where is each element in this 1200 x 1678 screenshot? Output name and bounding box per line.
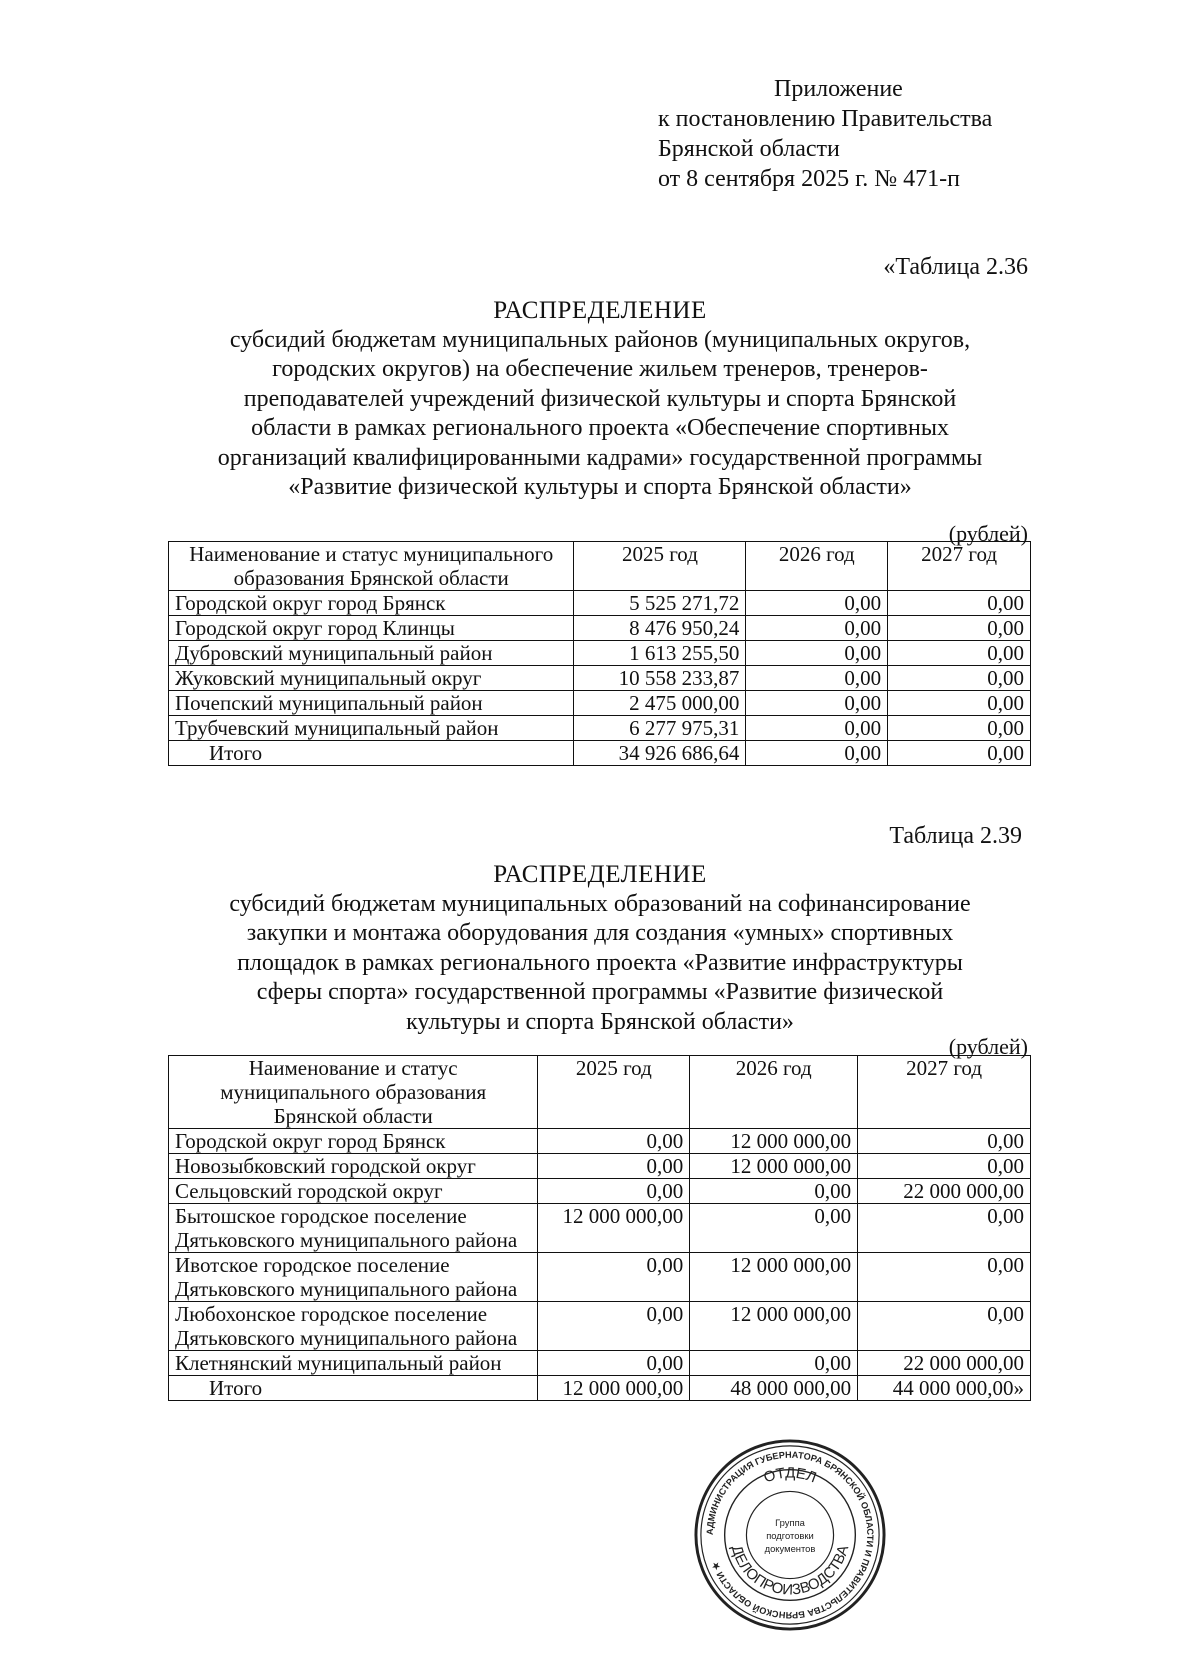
table-heading — [160, 860, 1040, 1037]
table-row — [169, 1204, 1031, 1253]
cell-2027: 0,00 — [888, 591, 1031, 616]
cell-2026: 0,00 — [746, 641, 888, 666]
cell-name: Трубчевский муниципальный район — [169, 716, 574, 741]
cell-name: Городской округ город Клинцы — [169, 616, 574, 641]
cell-2027: 0,00 — [858, 1154, 1031, 1179]
cell-2026: 0,00 — [690, 1204, 858, 1253]
table-row — [169, 716, 1031, 741]
cell-2025: 10 558 233,87 — [574, 666, 746, 691]
table-row — [169, 1154, 1031, 1179]
cell-name: Итого — [169, 1376, 538, 1401]
table-header-row — [169, 1056, 1031, 1129]
stamp-inner-bottom: ДЕЛОПРОИЗВОДСТВА — [727, 1543, 853, 1599]
cell-name: Дубровский муниципальный район — [169, 641, 574, 666]
heading-line: сферы спорта» государственной программы «Развитие физической — [256, 979, 944, 1005]
cell-2026: 0,00 — [746, 616, 888, 641]
cell-name: Сельцовский городской округ — [169, 1179, 538, 1204]
cell-2027: 0,00 — [888, 666, 1031, 691]
cell-2027: 0,00 — [888, 616, 1031, 641]
table-row — [169, 666, 1031, 691]
cell-2025: 0,00 — [538, 1179, 690, 1204]
cell-2025: 0,00 — [538, 1351, 690, 1376]
table-row — [169, 1351, 1031, 1376]
cell-2027: 0,00 — [858, 1302, 1031, 1351]
cell-2026: 0,00 — [746, 666, 888, 691]
appendix-line: Приложение — [774, 76, 903, 102]
stamp-center-line: Группа — [775, 1517, 805, 1529]
subsidy-table-2-39 — [168, 1055, 1031, 1401]
units-label: (рублей) — [948, 521, 1028, 546]
cell-2025: 5 525 271,72 — [574, 591, 746, 616]
heading-line: субсидий бюджетам муниципальных районов (муниципальных округов, — [229, 326, 971, 353]
cell-2027: 0,00 — [858, 1253, 1031, 1302]
heading-title: РАСПРЕДЕЛЕНИЕ — [493, 861, 707, 888]
cell-2025: 0,00 — [538, 1154, 690, 1179]
cell-name: Жуковский муниципальный округ — [169, 666, 574, 691]
appendix-header — [658, 74, 992, 194]
heading-line: области в рамках регионального проекта «Обеспечение спортивных — [251, 415, 949, 441]
table-row — [169, 1179, 1031, 1204]
cell-2025: 8 476 950,24 — [574, 616, 746, 641]
table-total-row — [169, 1376, 1031, 1401]
cell-2026: 0,00 — [746, 591, 888, 616]
column-header: Наименование и статус муниципального образования Брянской области — [169, 542, 574, 591]
appendix-line: от 8 сентября 2025 г. № 471-п — [658, 166, 960, 192]
cell-2027: 0,00 — [888, 691, 1031, 716]
cell-2025: 0,00 — [538, 1129, 690, 1154]
cell-2027: 44 000 000,00» — [858, 1376, 1031, 1401]
cell-name: Ивотское городское поселение Дятьковского муниципального района — [169, 1253, 538, 1302]
units-label: (рублей) — [948, 1034, 1028, 1059]
table-row — [169, 591, 1031, 616]
cell-2026: 0,00 — [690, 1179, 858, 1204]
cell-2026: 48 000 000,00 — [690, 1376, 858, 1401]
table-label: Таблица 2.39 — [889, 823, 1022, 849]
table-heading — [160, 296, 1040, 503]
cell-2025: 1 613 255,50 — [574, 641, 746, 666]
cell-2027: 22 000 000,00 — [858, 1351, 1031, 1376]
column-header: 2027 год — [858, 1056, 1031, 1129]
cell-2025: 6 277 975,31 — [574, 716, 746, 741]
cell-2026: 0,00 — [690, 1351, 858, 1376]
cell-2027: 0,00 — [858, 1204, 1031, 1253]
official-stamp — [691, 1436, 889, 1634]
heading-line: культуры и спорта Брянской области» — [406, 1008, 794, 1035]
cell-2027: 0,00 — [888, 716, 1031, 741]
cell-2027: 0,00 — [888, 641, 1031, 666]
cell-2025: 34 926 686,64 — [574, 741, 746, 766]
table-row — [169, 616, 1031, 641]
cell-name: Городской округ город Брянск — [169, 1129, 538, 1154]
cell-2026: 0,00 — [746, 741, 888, 766]
stamp-ring-text: АДМИНИСТРАЦИЯ ГУБЕРНАТОРА БРЯНСКОЙ ОБЛАСТИ И ПРАВИТЕЛЬСТВА БРЯНСКОЙ ОБЛАСТИ ★ — [704, 1449, 876, 1621]
table-row — [169, 641, 1031, 666]
heading-line: закупки и монтажа оборудования для создания «умных» спортивных — [246, 920, 954, 946]
cell-name: Клетнянский муниципальный район — [169, 1351, 538, 1376]
cell-2026: 0,00 — [746, 716, 888, 741]
table-label: «Таблица 2.36 — [883, 254, 1028, 280]
stamp-center-line: подготовки — [766, 1529, 814, 1541]
cell-2026: 12 000 000,00 — [690, 1129, 858, 1154]
table-header-row — [169, 542, 1031, 591]
table-row — [169, 1253, 1031, 1302]
cell-2027: 0,00 — [858, 1129, 1031, 1154]
appendix-line: к постановлению Правительства — [658, 106, 993, 132]
heading-line: преподавателей учреждений физической культуры и спорта Брянской — [243, 385, 957, 412]
column-header: 2025 год — [538, 1056, 690, 1129]
cell-name: Городской округ город Брянск — [169, 591, 574, 616]
table-row — [169, 1129, 1031, 1154]
cell-2025: 0,00 — [538, 1302, 690, 1351]
table-row — [169, 1302, 1031, 1351]
cell-name: Итого — [169, 741, 574, 766]
cell-2025: 0,00 — [538, 1253, 690, 1302]
heading-line: субсидий бюджетам муниципальных образований на софинансирование — [229, 890, 971, 917]
cell-name: Любохонское городское поселение Дятьковского муниципального района — [169, 1302, 538, 1351]
column-header: Наименование и статус муниципального образования Брянской области — [169, 1056, 538, 1129]
table-total-row — [169, 741, 1031, 766]
table-row — [169, 691, 1031, 716]
cell-2026: 12 000 000,00 — [690, 1253, 858, 1302]
column-header: 2025 год — [574, 542, 746, 591]
heading-line: городских округов) на обеспечение жильем тренеров, тренеров- — [272, 356, 928, 382]
cell-2025: 2 475 000,00 — [574, 691, 746, 716]
cell-2026: 12 000 000,00 — [690, 1154, 858, 1179]
stamp-center-line: документов — [764, 1542, 816, 1554]
cell-name: Новозыбковский городской округ — [169, 1154, 538, 1179]
cell-2026: 0,00 — [746, 691, 888, 716]
heading-line: площадок в рамках регионального проекта «Развитие инфраструктуры — [237, 949, 963, 976]
cell-2025: 12 000 000,00 — [538, 1204, 690, 1253]
appendix-line: Брянской области — [658, 136, 840, 162]
cell-2027: 0,00 — [888, 741, 1031, 766]
cell-2025: 12 000 000,00 — [538, 1376, 690, 1401]
cell-2027: 22 000 000,00 — [858, 1179, 1031, 1204]
column-header: 2027 год — [888, 542, 1031, 591]
column-header: 2026 год — [690, 1056, 858, 1129]
subsidy-table-2-36 — [168, 541, 1031, 766]
cell-name: Почепский муниципальный район — [169, 691, 574, 716]
cell-2026: 12 000 000,00 — [690, 1302, 858, 1351]
stamp-inner-top: ОТДЕЛ — [761, 1465, 819, 1487]
cell-name: Бытошское городское поселение Дятьковского муниципального района — [169, 1204, 538, 1253]
column-header: 2026 год — [746, 542, 888, 591]
heading-line: «Развитие физической культуры и спорта Брянской области» — [288, 474, 912, 500]
heading-line: организаций квалифицированными кадрами» государственной программы — [217, 444, 983, 471]
heading-title: РАСПРЕДЕЛЕНИЕ — [493, 297, 707, 324]
